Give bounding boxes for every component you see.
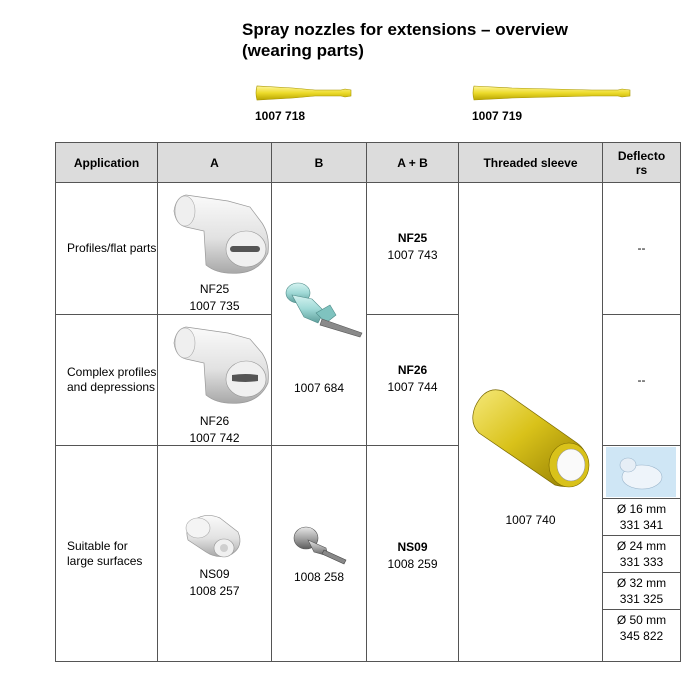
header-deflectors: Deflecto rs <box>603 143 681 183</box>
extension-code-1: 1007 718 <box>255 109 306 123</box>
extension-1007719-image <box>472 82 634 104</box>
header-application: Application <box>56 143 158 183</box>
a-cell <box>158 183 272 315</box>
application-cell: Complex profiles and depressions <box>56 314 158 446</box>
a-code: 1007 742 <box>189 430 240 445</box>
b-code: 1008 258 <box>293 570 345 584</box>
nozzle-b-ns09-image <box>272 518 366 578</box>
a-name: NF26 <box>199 413 230 428</box>
deflector-24: Ø 24 mm 331 333 <box>603 535 680 572</box>
nozzle-nf26-image <box>158 319 270 409</box>
application-cell: Profiles/flat parts <box>56 183 158 315</box>
deflector-image-box <box>603 446 680 498</box>
nozzle-nf25-image <box>158 187 270 277</box>
a-code: 1008 257 <box>189 584 240 598</box>
b-cell <box>272 446 367 662</box>
table-header-row <box>56 143 681 183</box>
header-a: A <box>158 143 272 183</box>
deflector-cell: -- <box>603 314 681 446</box>
deflectors-cell <box>603 446 681 662</box>
ab-name: NF26 <box>397 362 428 377</box>
threaded-sleeve-cell <box>459 183 603 662</box>
b-code: 1007 684 <box>293 381 345 395</box>
a-name: NF25 <box>199 282 230 296</box>
deflector-16: Ø 16 mm 331 341 <box>603 498 680 535</box>
a-code: 1007 735 <box>189 299 240 313</box>
ab-cell <box>367 183 459 315</box>
deflector-cell: -- <box>603 183 681 315</box>
table-row <box>56 183 681 315</box>
a-cell <box>158 446 272 662</box>
extension-1007718-image <box>255 82 355 104</box>
ab-name: NF25 <box>397 231 428 245</box>
ab-cell <box>367 446 459 662</box>
nozzle-b-teal-image <box>272 271 366 361</box>
sleeve-code: 1007 740 <box>505 513 556 527</box>
ab-code: 1008 259 <box>387 557 438 571</box>
a-name: NS09 <box>199 567 230 581</box>
header-threaded-sleeve: Threaded sleeve <box>459 143 603 183</box>
page-title: Spray nozzles for extensions – overview (wearing parts) <box>242 20 568 60</box>
deflector-32: Ø 32 mm 331 325 <box>603 572 680 609</box>
nozzle-ns09-image <box>158 510 270 570</box>
b-cell-shared <box>272 183 367 446</box>
ab-cell <box>367 314 459 446</box>
ab-code: 1007 743 <box>387 248 438 262</box>
application-cell: Suitable for large surfaces <box>56 446 158 662</box>
deflector-image <box>606 447 676 497</box>
ab-code: 1007 744 <box>387 379 438 394</box>
header-ab: A + B <box>367 143 459 183</box>
ab-name: NS09 <box>397 540 428 554</box>
a-cell <box>158 314 272 446</box>
header-b: B <box>272 143 367 183</box>
deflector-50: Ø 50 mm 345 822 <box>603 609 680 646</box>
threaded-sleeve-image <box>459 383 601 493</box>
extension-code-2: 1007 719 <box>472 109 523 123</box>
nozzle-overview-table <box>55 142 681 662</box>
